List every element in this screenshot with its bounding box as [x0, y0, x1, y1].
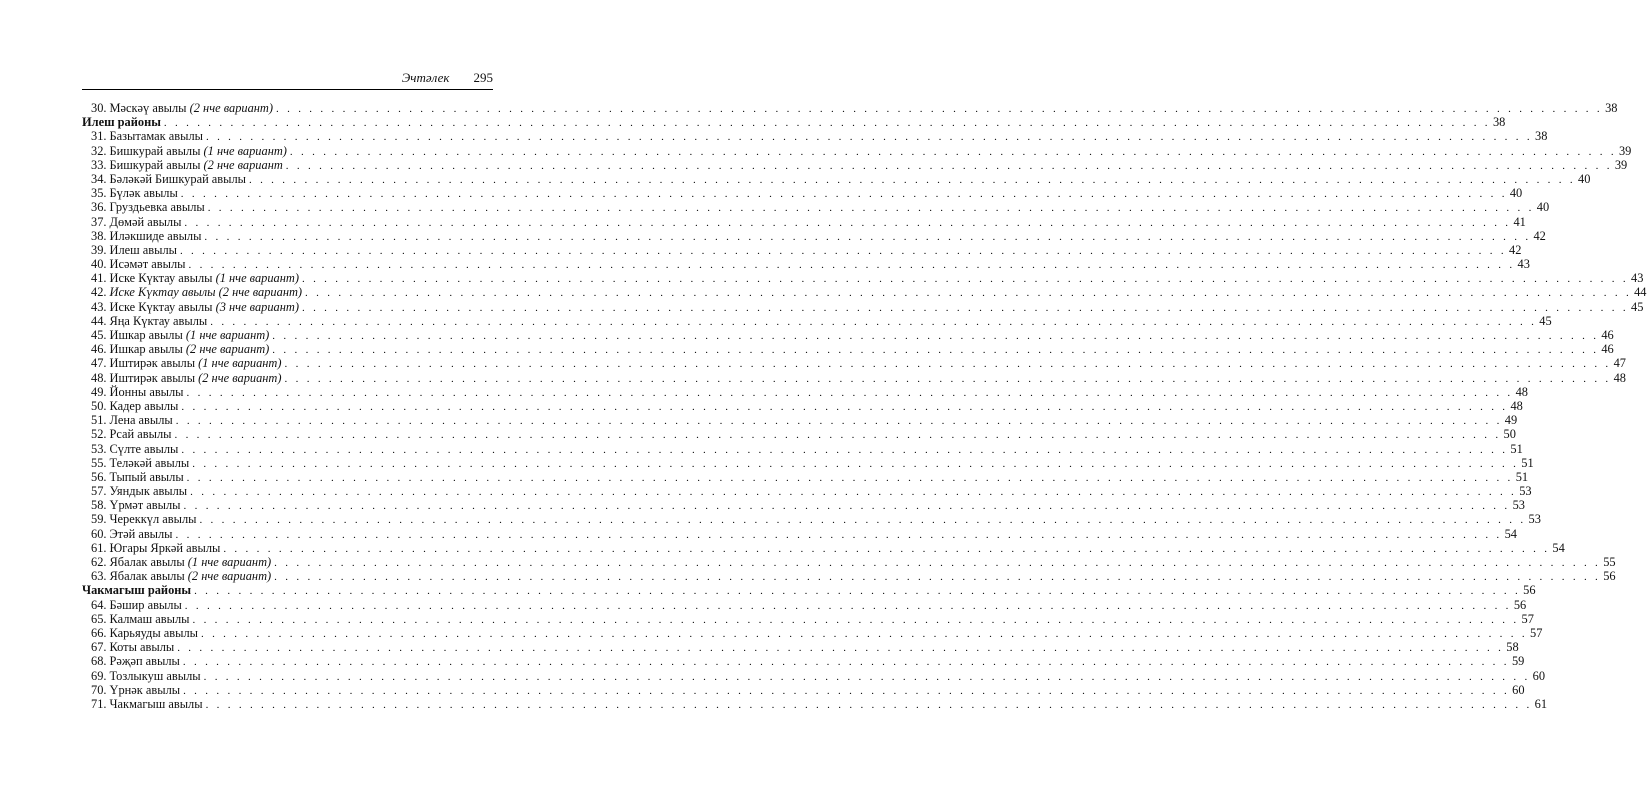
toc-label — [91, 640, 174, 654]
toc-label — [91, 328, 269, 342]
toc-label — [91, 215, 181, 229]
toc-page-number: 48 — [1510, 398, 1523, 413]
toc-entry-title: Теләкәй авылы — [109, 455, 190, 470]
toc-label — [91, 385, 184, 399]
toc-entry-number: 67. — [91, 640, 107, 655]
dot-leader: . . . . . . . . . . . . . . . . . . . . . . . . . . . . . . . . . . . . . . . . . . . . . . . . . . . . . . . . . . . . . . . . . . . . . . . . . . . . . . . . . . . . . . . . . . . . . . . . . . . . . . . . . . . . . . . . . . . . . . . . — [248, 173, 1576, 186]
toc-entry-number: 41. — [91, 271, 107, 286]
toc-entry-title: Базытамак авылы — [109, 129, 203, 144]
toc-label — [82, 583, 191, 597]
toc-page-number: 56 — [1513, 597, 1527, 612]
toc-page-number: 54 — [1504, 526, 1517, 541]
toc-entry-row — [82, 455, 1534, 470]
dot-leader: . . . . . . . . . . . . . . . . . . . . . . . . . . . . . . . . . . . . . . . . . . . . . . . . . . . . . . . . . . . . . . . . . . . . . . . . . . . . . . . . . . . . . . . . . . . . . . . . . . . . . . . . . . . . . . . . . . . . . . . . — [186, 471, 1514, 484]
toc-entry-number: 31. — [91, 129, 107, 144]
dot-leader: . . . . . . . . . . . . . . . . . . . . . . . . . . . . . . . . . . . . . . . . . . . . . . . . . . . . . . . . . . . . . . . . . . . . . . . . . . . . . . . . . . . . . . . . . . . . . . . . . . . . . . . . . . . . . . . . . . . . . . . . — [199, 514, 1526, 527]
dot-leader: . . . . . . . . . . . . . . . . . . . . . . . . . . . . . . . . . . . . . . . . . . . . . . . . . . . . . . . . . . . . . . . . . . . . . . . . . . . . . . . . . . . . . . . . . . . . . . . . . . . . . . . . . . . . . . . . . . . . . . . . — [180, 188, 1508, 201]
toc-page-number: 41 — [1513, 214, 1526, 229]
toc-entry-title: Кадер авылы — [109, 398, 179, 413]
toc-page-number: 43 — [1631, 271, 1644, 286]
dot-leader: . . . . . . . . . . . . . . . . . . . . . . . . . . . . . . . . . . . . . . . . . . . . . . . . . . . . . . . . . . . . . . . . . . . . . . . . . . . . . . . . . . . . . . . . . . . . . . . . . . . . . . . . . . . . . . . . . . . . . . . . — [192, 613, 1519, 626]
toc-entry-variant: Иске Күктау авылы (2 нче вариант) — [109, 285, 303, 300]
toc-entry-variant: (2 нче вариант) — [198, 370, 282, 385]
toc-page-number: 57 — [1530, 625, 1543, 640]
dot-leader: . . . . . . . . . . . . . . . . . . . . . . . . . . . . . . . . . . . . . . . . . . . . . . . . . . . . . . . . . . . . . . . . . . . . . . . . . . . . . . . . . . . . . . . . . . . . . . . . . . . . . . . . . . . . . . . . . . . . . . . . — [182, 656, 1510, 669]
toc-label — [91, 413, 173, 427]
toc-page-number: 58 — [1506, 640, 1519, 655]
toc-entry-number: 62. — [91, 555, 107, 569]
toc-label — [91, 399, 178, 413]
toc-entry-row — [82, 654, 1525, 669]
toc-entry-number: 52. — [91, 427, 107, 442]
toc-label — [91, 356, 282, 370]
dot-leader: . . . . . . . . . . . . . . . . . . . . . . . . . . . . . . . . . . . . . . . . . . . . . . . . . . . . . . . . . . . . . . . . . . . . . . . . . . . . . . . . . . . . . . . . . . . . . . . . . . . . . . . . . . . . . . . . . . . . . . . . — [183, 684, 1510, 697]
toc-entry-number: 53. — [91, 441, 107, 456]
toc-entry-row — [82, 427, 1516, 442]
dot-leader: . . . . . . . . . . . . . . . . . . . . . . . . . . . . . . . . . . . . . . . . . . . . . . . . . . . . . . . . . . . . . . . . . . . . . . . . . . . . . . . . . . . . . . . . . . . . . . . . . . . . . . . . . . . . . . . . . . . . . . . . — [174, 429, 1501, 442]
dot-leader: . . . . . . . . . . . . . . . . . . . . . . . . . . . . . . . . . . . . . . . . . . . . . . . . . . . . . . . . . . . . . . . . . . . . . . . . . . . . . . . . . . . . . . . . . . . . . . . . . . . . . . . . . . . . . . . . . . . . . . . . — [285, 159, 1613, 172]
toc-entry-number: 68. — [91, 654, 107, 669]
dot-leader: . . . . . . . . . . . . . . . . . . . . . . . . . . . . . . . . . . . . . . . . . . . . . . . . . . . . . . . . . . . . . . . . . . . . . . . . . . . . . . . . . . . . . . . . . . . . . . . . . . . . . . . . . . . . . . . . . . . . . . . . — [188, 259, 1515, 272]
dot-leader: . . . . . . . . . . . . . . . . . . . . . . . . . . . . . . . . . . . . . . . . . . . . . . . . . . . . . . . . . . . . . . . . . . . . . . . . . . . . . . . . . . . . . . . . . . . . . . . . . . . . . . . . . . . . . . . . . . . . . . . . — [192, 457, 1519, 470]
toc-entry-title: Ишкар авылы — [109, 328, 183, 342]
toc-entry-title: Иштирәк авылы — [109, 370, 196, 385]
toc-entry-number: 63. — [91, 569, 107, 584]
toc-label — [91, 172, 246, 186]
toc-page-number: 38 — [1535, 129, 1548, 144]
toc-label — [91, 229, 201, 243]
toc-label — [91, 626, 198, 640]
toc-page-number: 42 — [1533, 228, 1546, 243]
toc-page-number: 48 — [1613, 370, 1626, 385]
toc-entry-title: Югары Яркәй авылы — [109, 540, 221, 555]
dot-leader: . . . . . . . . . . . . . . . . . . . . . . . . . . . . . . . . . . . . . . . . . . . . . . . . . . . . . . . . . . . . . . . . . . . . . . . . . . . . . . . . . . . . . . . . . . . . . . . . . . . . . . . . . . . . . . . . . . . . . . . . — [186, 386, 1513, 399]
toc-entry-row — [82, 597, 1527, 612]
toc-entry-number: 70. — [91, 682, 107, 697]
toc-page-number: 46 — [1601, 342, 1614, 357]
toc-entry-title: Чакмагыш авылы — [109, 696, 203, 711]
toc-label — [91, 129, 203, 143]
toc-entry-title: Калмаш авылы — [109, 611, 190, 626]
toc-label — [91, 158, 283, 172]
toc-entry-number: 49. — [91, 384, 107, 399]
toc-page-number: 53 — [1512, 498, 1525, 513]
toc-entry-number: 39. — [91, 242, 107, 257]
toc-entry-title: Груздьевка авылы — [109, 200, 205, 215]
toc-entry-row — [82, 611, 1534, 626]
dot-leader: . . . . . . . . . . . . . . . . . . . . . . . . . . . . . . . . . . . . . . . . . . . . . . . . . . . . . . . . . . . . . . . . . . . . . . . . . . . . . . . . . . . . . . . . . . . . . . . . . . . . . . . . . . . . . . . . . . . . . . . . — [175, 415, 1503, 428]
toc-entry-number: 32. — [91, 143, 107, 158]
toc-entry-title: Ябалак авылы — [109, 569, 185, 584]
toc-entry-number: 47. — [91, 356, 107, 371]
toc-page-number: 59 — [1511, 654, 1525, 669]
toc-entry-title: Бәшир авылы — [109, 597, 182, 612]
table-of-contents — [82, 101, 1647, 711]
toc-page-number: 40 — [1536, 200, 1550, 215]
toc-entry-row — [82, 540, 1565, 555]
toc-entry-title: Чакмагыш районы — [82, 583, 192, 598]
toc-label — [91, 342, 269, 356]
toc-entry-row — [82, 484, 1532, 499]
dot-leader: . . . . . . . . . . . . . . . . . . . . . . . . . . . . . . . . . . . . . . . . . . . . . . . . . . . . . . . . . . . . . . . . . . . . . . . . . . . . . . . . . . . . . . . . . . . . . . . . . . . . . . . . . . . . . . . . . . . . . . . . — [289, 145, 1617, 158]
toc-entry-row — [82, 143, 1632, 158]
toc-entry-number: 40. — [91, 257, 107, 272]
dot-leader: . . . . . . . . . . . . . . . . . . . . . . . . . . . . . . . . . . . . . . . . . . . . . . . . . . . . . . . . . . . . . . . . . . . . . . . . . . . . . . . . . . . . . . . . . . . . . . . . . . . . . . . . . . . . . . . . . . . . . . . . — [301, 301, 1629, 314]
dot-leader: . . . . . . . . . . . . . . . . . . . . . . . . . . . . . . . . . . . . . . . . . . . . . . . . . . . . . . . . . . . . . . . . . . . . . . . . . . . . . . . . . . . . . . . . . . . . . . . . . . . . . . . . . . . . . . . . . . . . . . . . — [179, 244, 1507, 257]
running-header — [82, 68, 493, 90]
toc-entry-number: 50. — [91, 398, 107, 413]
toc-label — [91, 186, 178, 200]
toc-label — [91, 598, 182, 612]
toc-page-number: 45 — [1631, 299, 1644, 314]
toc-entry-row — [82, 384, 1528, 399]
toc-entry-title: Ишкар авылы — [109, 342, 183, 357]
toc-label — [91, 371, 282, 385]
toc-label — [91, 271, 299, 285]
toc-label — [91, 654, 180, 668]
toc-label — [91, 555, 271, 569]
toc-entry-title: Иләкшиде авылы — [109, 228, 202, 243]
dot-leader: . . . . . . . . . . . . . . . . . . . . . . . . . . . . . . . . . . . . . . . . . . . . . . . . . . . . . . . . . . . . . . . . . . . . . . . . . . . . . . . . . . . . . . . . . . . . . . . . . . . . . . . . . . . . . . . . . . . . . . . . — [223, 542, 1550, 555]
toc-page-number: 47 — [1613, 356, 1626, 371]
toc-entry-title: Иске Күктау авылы — [109, 299, 213, 314]
toc-entry-row — [82, 398, 1523, 413]
toc-label — [91, 697, 203, 711]
toc-entry-title: Рәҗәп авылы — [109, 654, 180, 669]
toc-entry-title: Ябалак авылы — [109, 555, 185, 569]
toc-page-number: 48 — [1515, 384, 1528, 399]
page-number: 295 — [473, 70, 493, 85]
toc-entry-row — [82, 171, 1591, 186]
toc-entry-variant: (1 нче вариант) — [187, 555, 272, 569]
toc-page-number: 40 — [1578, 171, 1591, 186]
toc-entry-row — [82, 512, 1541, 527]
toc-entry-title: Мәскәү авылы — [109, 101, 187, 115]
toc-entry-title: Тозлыкуш авылы — [109, 668, 201, 683]
toc-entry-number: 55. — [91, 455, 107, 470]
toc-entry-row — [82, 555, 1616, 569]
toc-entry-row — [82, 342, 1614, 357]
toc-entry-title: Бишкурай авылы — [109, 143, 201, 158]
toc-entry-row — [82, 328, 1614, 342]
toc-entry-row — [82, 101, 1618, 115]
toc-entry-number: 51. — [91, 413, 107, 428]
toc-entry-title: Илеш авылы — [109, 242, 177, 257]
toc-entry-row — [82, 186, 1523, 201]
toc-label — [91, 541, 220, 555]
toc-label — [91, 512, 196, 526]
toc-entry-variant: (2 нче вариант — [203, 157, 283, 172]
toc-entry-row — [82, 242, 1522, 257]
dot-leader: . . . . . . . . . . . . . . . . . . . . . . . . . . . . . . . . . . . . . . . . . . . . . . . . . . . . . . . . . . . . . . . . . . . . . . . . . . . . . . . . . . . . . . . . . . . . . . . . . . . . . . . . . . . . . . . . . . . . . . . . — [163, 117, 1491, 130]
dot-leader: . . . . . . . . . . . . . . . . . . . . . . . . . . . . . . . . . . . . . . . . . . . . . . . . . . . . . . . . . . . . . . . . . . . . . . . . . . . . . . . . . . . . . . . . . . . . . . . . . . . . . . . . . . . . . . . . . . . . . . . . — [274, 557, 1601, 569]
toc-entry-variant: (2 нче вариант) — [187, 569, 272, 584]
toc-page-number: 38 — [1492, 115, 1506, 130]
toc-entry-title: Иске Күктау авылы — [109, 271, 213, 286]
toc-entry-row — [82, 214, 1526, 229]
toc-entry-number: 56. — [91, 469, 107, 484]
toc-label — [91, 200, 205, 214]
toc-entry-row — [82, 682, 1525, 697]
toc-entry-title: Үрмәт авылы — [109, 498, 181, 513]
toc-entry-title: Бүләк авылы — [109, 186, 178, 201]
toc-label — [91, 683, 180, 697]
toc-entry-row — [82, 257, 1530, 272]
dot-leader: . . . . . . . . . . . . . . . . . . . . . . . . . . . . . . . . . . . . . . . . . . . . . . . . . . . . . . . . . . . . . . . . . . . . . . . . . . . . . . . . . . . . . . . . . . . . . . . . . . . . . . . . . . . . . . . . . . . . . . . . — [190, 486, 1517, 499]
toc-entry-number: 61. — [91, 540, 107, 555]
toc-entry-title: Тыпый авылы — [109, 469, 184, 484]
toc-entry-row — [82, 313, 1552, 328]
toc-page-number: 53 — [1528, 512, 1541, 527]
toc-entry-row — [82, 625, 1543, 640]
dot-leader: . . . . . . . . . . . . . . . . . . . . . . . . . . . . . . . . . . . . . . . . . . . . . . . . . . . . . . . . . . . . . . . . . . . . . . . . . . . . . . . . . . . . . . . . . . . . . . . . . . . . . . . . . . . . . . . . . . . . . . . . — [194, 585, 1521, 598]
dot-leader: . . . . . . . . . . . . . . . . . . . . . . . . . . . . . . . . . . . . . . . . . . . . . . . . . . . . . . . . . . . . . . . . . . . . . . . . . . . . . . . . . . . . . . . . . . . . . . . . . . . . . . . . . . . . . . . . . . . . . . . . — [184, 599, 1512, 612]
dot-leader: . . . . . . . . . . . . . . . . . . . . . . . . . . . . . . . . . . . . . . . . . . . . . . . . . . . . . . . . . . . . . . . . . . . . . . . . . . . . . . . . . . . . . . . . . . . . . . . . . . . . . . . . . . . . . . . . . . . . . . . . — [272, 330, 1599, 342]
dot-leader: . . . . . . . . . . . . . . . . . . . . . . . . . . . . . . . . . . . . . . . . . . . . . . . . . . . . . . . . . . . . . . . . . . . . . . . . . . . . . . . . . . . . . . . . . . . . . . . . . . . . . . . . . . . . . . . . . . . . . . . . — [305, 287, 1632, 300]
toc-page-number: 44 — [1634, 285, 1647, 300]
toc-entry-row — [82, 640, 1519, 655]
toc-entry-variant: (1 нче вариант) — [203, 143, 287, 158]
toc-entry-title: Илеш районы — [82, 115, 161, 130]
dot-leader: . . . . . . . . . . . . . . . . . . . . . . . . . . . . . . . . . . . . . . . . . . . . . . . . . . . . . . . . . . . . . . . . . . . . . . . . . . . . . . . . . . . . . . . . . . . . . . . . . . . . . . . . . . . . . . . . . . . . . . . . — [301, 273, 1629, 286]
toc-label — [91, 427, 171, 441]
dot-leader: . . . . . . . . . . . . . . . . . . . . . . . . . . . . . . . . . . . . . . . . . . . . . . . . . . . . . . . . . . . . . . . . . . . . . . . . . . . . . . . . . . . . . . . . . . . . . . . . . . . . . . . . . . . . . . . . . . . . . . . . — [274, 571, 1601, 584]
toc-entry-title: Яңа Күктау авылы — [109, 313, 208, 328]
toc-entry-title: Дөмәй авылы — [109, 214, 182, 229]
dot-leader: . . . . . . . . . . . . . . . . . . . . . . . . . . . . . . . . . . . . . . . . . . . . . . . . . . . . . . . . . . . . . . . . . . . . . . . . . . . . . . . . . . . . . . . . . . . . . . . . . . . . . . . . . . . . . . . . . . . . . . . . — [181, 443, 1508, 456]
toc-entry-row — [82, 696, 1548, 711]
toc-page-number: 54 — [1552, 540, 1565, 555]
toc-entry-variant: (1 нче вариант) — [215, 271, 299, 286]
dot-leader: . . . . . . . . . . . . . . . . . . . . . . . . . . . . . . . . . . . . . . . . . . . . . . . . . . . . . . . . . . . . . . . . . . . . . . . . . . . . . . . . . . . . . . . . . . . . . . . . . . . . . . . . . . . . . . . . . . . . . . . . — [207, 202, 1535, 215]
toc-entry-row — [82, 271, 1644, 286]
toc-entry-number: 34. — [91, 171, 107, 186]
toc-entry-row — [82, 228, 1546, 243]
dot-leader: . . . . . . . . . . . . . . . . . . . . . . . . . . . . . . . . . . . . . . . . . . . . . . . . . . . . . . . . . . . . . . . . . . . . . . . . . . . . . . . . . . . . . . . . . . . . . . . . . . . . . . . . . . . . . . . . . . . . . . . . — [183, 500, 1510, 513]
toc-label — [91, 456, 189, 470]
toc-label — [91, 285, 302, 299]
toc-entry-row — [82, 668, 1546, 683]
toc-entry-variant: (2 нче вариант) — [185, 342, 270, 357]
dot-leader: . . . . . . . . . . . . . . . . . . . . . . . . . . . . . . . . . . . . . . . . . . . . . . . . . . . . . . . . . . . . . . . . . . . . . . . . . . . . . . . . . . . . . . . . . . . . . . . . . . . . . . . . . . . . . . . . . . . . . . . . — [200, 627, 1528, 640]
toc-entry-title: Лена авылы — [109, 413, 173, 428]
toc-label — [91, 442, 178, 456]
toc-entry-title: Череккүл авылы — [109, 512, 197, 527]
toc-entry-number: 65. — [91, 611, 107, 626]
toc-page-number: 61 — [1534, 696, 1548, 711]
dot-leader: . . . . . . . . . . . . . . . . . . . . . . . . . . . . . . . . . . . . . . . . . . . . . . . . . . . . . . . . . . . . . . . . . . . . . . . . . . . . . . . . . . . . . . . . . . . . . . . . . . . . . . . . . . . . . . . . . . . . . . . . — [181, 400, 1508, 413]
toc-entry-title: Уяндык авылы — [109, 484, 188, 499]
toc-label — [91, 612, 189, 626]
toc-page-number: 56 — [1603, 569, 1616, 584]
toc-entry-number: 64. — [91, 597, 107, 612]
toc-entry-title: Үрнәк авылы — [109, 682, 181, 697]
toc-entry-number: 46. — [91, 342, 107, 357]
toc-page-number: 40 — [1509, 186, 1523, 201]
toc-entry-number: 69. — [91, 668, 107, 683]
toc-entry-number: 58. — [91, 498, 107, 513]
toc-page-number: 43 — [1517, 257, 1530, 272]
dot-leader: . . . . . . . . . . . . . . . . . . . . . . . . . . . . . . . . . . . . . . . . . . . . . . . . . . . . . . . . . . . . . . . . . . . . . . . . . . . . . . . . . . . . . . . . . . . . . . . . . . . . . . . . . . . . . . . . . . . . . . . . — [276, 103, 1603, 115]
toc-entry-title: Сүлте авылы — [109, 441, 179, 456]
dot-leader: . . . . . . . . . . . . . . . . . . . . . . . . . . . . . . . . . . . . . . . . . . . . . . . . . . . . . . . . . . . . . . . . . . . . . . . . . . . . . . . . . . . . . . . . . . . . . . . . . . . . . . . . . . . . . . . . . . . . . . . . — [205, 698, 1533, 711]
toc-entry-row — [82, 285, 1647, 300]
toc-section-row — [82, 583, 1536, 598]
toc-entry-number: 57. — [91, 484, 107, 499]
toc-entry-number: 43. — [91, 299, 107, 314]
dot-leader: . . . . . . . . . . . . . . . . . . . . . . . . . . . . . . . . . . . . . . . . . . . . . . . . . . . . . . . . . . . . . . . . . . . . . . . . . . . . . . . . . . . . . . . . . . . . . . . . . . . . . . . . . . . . . . . . . . . . . . . . — [175, 528, 1502, 541]
toc-entry-number: 33. — [91, 157, 107, 172]
toc-entry-row — [82, 526, 1517, 541]
toc-page-number: 38 — [1605, 101, 1618, 115]
dot-leader: . . . . . . . . . . . . . . . . . . . . . . . . . . . . . . . . . . . . . . . . . . . . . . . . . . . . . . . . . . . . . . . . . . . . . . . . . . . . . . . . . . . . . . . . . . . . . . . . . . . . . . . . . . . . . . . . . . . . . . . . — [284, 372, 1611, 385]
toc-page-number: 55 — [1603, 555, 1616, 569]
toc-label — [91, 144, 287, 158]
dot-leader: . . . . . . . . . . . . . . . . . . . . . . . . . . . . . . . . . . . . . . . . . . . . . . . . . . . . . . . . . . . . . . . . . . . . . . . . . . . . . . . . . . . . . . . . . . . . . . . . . . . . . . . . . . . . . . . . . . . . . . . . — [203, 670, 1531, 683]
toc-label — [91, 484, 187, 498]
toc-entry-number: 35. — [91, 186, 107, 201]
toc-entry-title: Этәй авылы — [109, 526, 173, 541]
toc-entry-row — [82, 469, 1529, 484]
toc-label — [91, 470, 184, 484]
toc-entry-title: Йонны авылы — [109, 384, 184, 399]
toc-entry-number: 66. — [91, 625, 107, 640]
toc-label — [91, 300, 299, 314]
toc-entry-number: 36. — [91, 200, 107, 215]
toc-entry-row — [82, 370, 1626, 385]
running-title: Эчтәлек — [401, 70, 450, 85]
toc-entry-title: Иштирәк авылы — [109, 356, 196, 371]
toc-page-number: 39 — [1614, 157, 1628, 172]
toc-page-number: 51 — [1510, 441, 1523, 456]
toc-entry-row — [82, 356, 1626, 371]
toc-entry-variant: (3 нче вариант) — [215, 299, 299, 314]
dot-leader: . . . . . . . . . . . . . . . . . . . . . . . . . . . . . . . . . . . . . . . . . . . . . . . . . . . . . . . . . . . . . . . . . . . . . . . . . . . . . . . . . . . . . . . . . . . . . . . . . . . . . . . . . . . . . . . . . . . . . . . . — [205, 131, 1533, 144]
toc-label — [91, 257, 185, 271]
toc-entry-title: Исәмәт авылы — [109, 257, 186, 272]
dot-leader: . . . . . . . . . . . . . . . . . . . . . . . . . . . . . . . . . . . . . . . . . . . . . . . . . . . . . . . . . . . . . . . . . . . . . . . . . . . . . . . . . . . . . . . . . . . . . . . . . . . . . . . . . . . . . . . . . . . . . . . . — [184, 216, 1511, 229]
toc-entry-variant: (1 нче вариант) — [185, 328, 270, 342]
toc-section-row — [82, 115, 1506, 130]
toc-page-number: 56 — [1523, 583, 1536, 598]
toc-page-number: 49 — [1504, 413, 1518, 428]
toc-label — [91, 243, 177, 257]
toc-entry-row — [82, 299, 1644, 314]
toc-page-number: 50 — [1503, 427, 1516, 442]
toc-label — [91, 669, 201, 683]
toc-entry-number: 45. — [91, 328, 107, 342]
toc-entry-row — [82, 413, 1518, 428]
toc-entry-number: 44. — [91, 313, 107, 328]
toc-label — [91, 314, 207, 328]
toc-entry-row — [82, 157, 1628, 172]
toc-entry-row — [82, 200, 1550, 215]
toc-entry-row — [82, 129, 1548, 144]
toc-label — [91, 569, 271, 583]
toc-page-number: 57 — [1521, 611, 1534, 626]
toc-label — [91, 498, 181, 512]
dot-leader: . . . . . . . . . . . . . . . . . . . . . . . . . . . . . . . . . . . . . . . . . . . . . . . . . . . . . . . . . . . . . . . . . . . . . . . . . . . . . . . . . . . . . . . . . . . . . . . . . . . . . . . . . . . . . . . . . . . . . . . . — [272, 344, 1599, 357]
toc-entry-number: 30. — [91, 101, 107, 115]
dot-leader: . . . . . . . . . . . . . . . . . . . . . . . . . . . . . . . . . . . . . . . . . . . . . . . . . . . . . . . . . . . . . . . . . . . . . . . . . . . . . . . . . . . . . . . . . . . . . . . . . . . . . . . . . . . . . . . . . . . . . . . . — [284, 358, 1611, 371]
dot-leader: . . . . . . . . . . . . . . . . . . . . . . . . . . . . . . . . . . . . . . . . . . . . . . . . . . . . . . . . . . . . . . . . . . . . . . . . . . . . . . . . . . . . . . . . . . . . . . . . . . . . . . . . . . . . . . . . . . . . . . . . — [177, 642, 1504, 655]
toc-page-number: 51 — [1515, 469, 1529, 484]
toc-page-number: 53 — [1519, 484, 1532, 499]
toc-page-number: 39 — [1618, 143, 1632, 158]
toc-entry-row — [82, 569, 1616, 584]
toc-page-number: 42 — [1509, 242, 1522, 257]
toc-page-number: 46 — [1601, 328, 1614, 342]
toc-entry-row — [82, 441, 1523, 456]
toc-page-number: 60 — [1512, 682, 1525, 697]
toc-entry-number: 37. — [91, 214, 107, 229]
toc-entry-variant: (2 нче вариант) — [189, 101, 273, 115]
toc-entry-title: Карьяуды авылы — [109, 625, 198, 640]
toc-entry-title: Бишкурай авылы — [109, 157, 201, 172]
toc-page-number: 51 — [1521, 455, 1534, 470]
toc-entry-title: Коты авылы — [109, 640, 175, 655]
toc-entry-number: 59. — [91, 512, 107, 527]
toc-entry-number: 71. — [91, 696, 107, 711]
toc-page-number: 60 — [1532, 668, 1546, 683]
toc-entry-number: 38. — [91, 228, 107, 243]
toc-entry-title: Бәләкәй Бишкурай авылы — [109, 171, 246, 186]
toc-label — [91, 101, 273, 115]
toc-entry-title: Рсай авылы — [109, 427, 172, 442]
toc-entry-row — [82, 498, 1525, 513]
toc-entry-number: 48. — [91, 370, 107, 385]
toc-label — [82, 115, 161, 129]
toc-label — [91, 527, 173, 541]
toc-entry-number: 60. — [91, 526, 107, 541]
dot-leader: . . . . . . . . . . . . . . . . . . . . . . . . . . . . . . . . . . . . . . . . . . . . . . . . . . . . . . . . . . . . . . . . . . . . . . . . . . . . . . . . . . . . . . . . . . . . . . . . . . . . . . . . . . . . . . . . . . . . . . . . — [204, 230, 1531, 243]
toc-page-number: 45 — [1539, 313, 1552, 328]
dot-leader: . . . . . . . . . . . . . . . . . . . . . . . . . . . . . . . . . . . . . . . . . . . . . . . . . . . . . . . . . . . . . . . . . . . . . . . . . . . . . . . . . . . . . . . . . . . . . . . . . . . . . . . . . . . . . . . . . . . . . . . . — [210, 315, 1537, 328]
toc-entry-number: 42. — [91, 285, 107, 300]
toc-entry-variant: (1 нче вариант) — [198, 356, 282, 371]
